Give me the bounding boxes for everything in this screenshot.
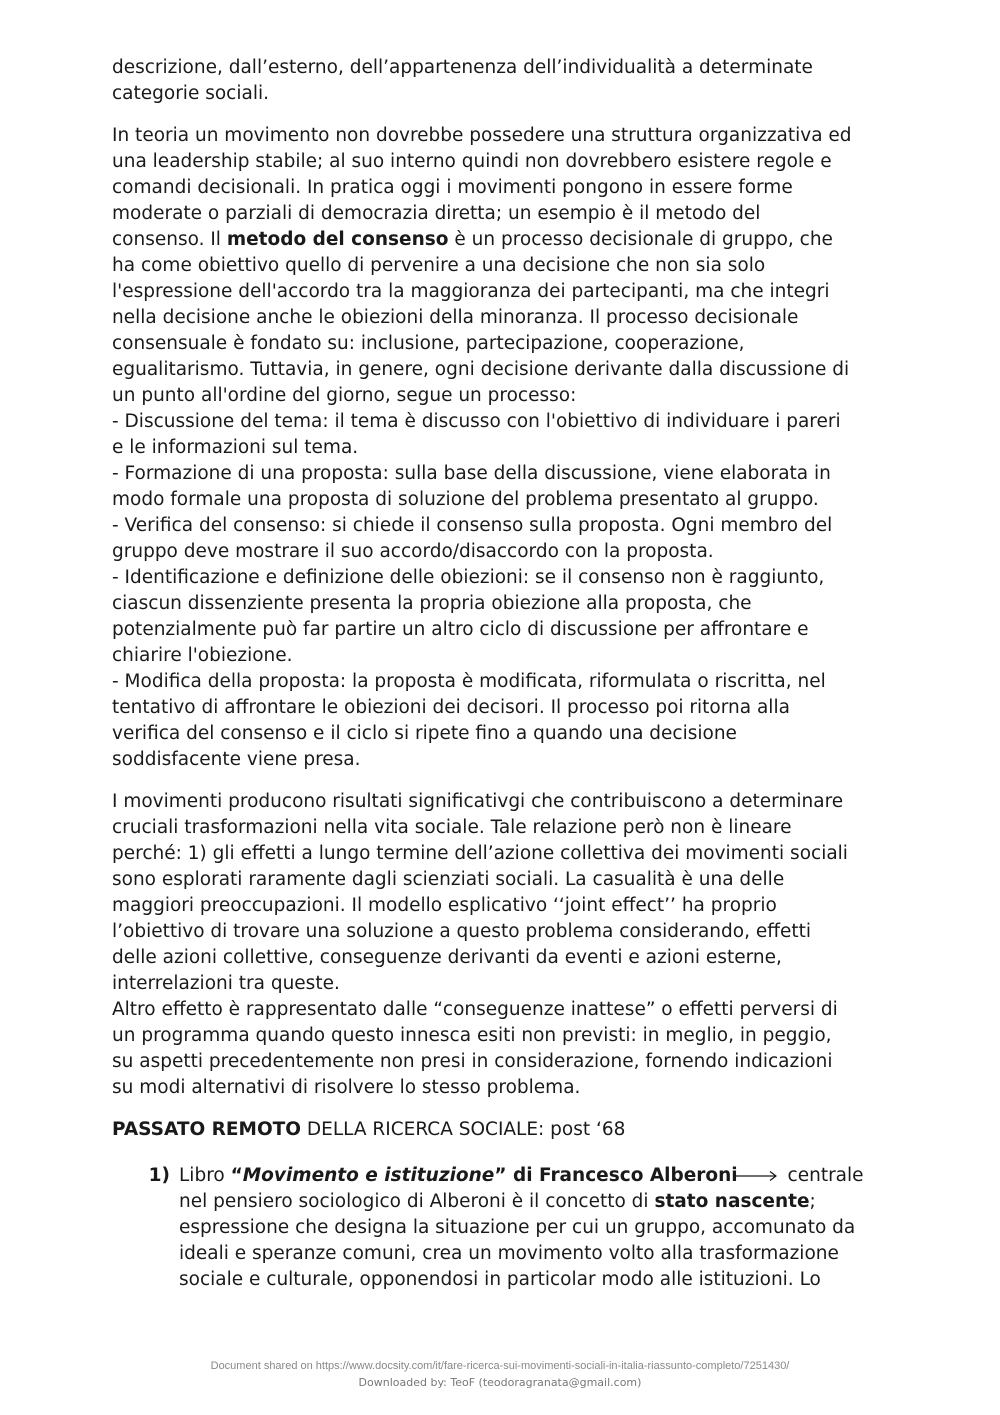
- book-author: ” di Francesco Alberoni: [494, 1165, 738, 1186]
- text-line: [112, 227, 890, 253]
- text-line: modo formale una proposta di soluzione del problema presentato al gruppo.: [112, 489, 819, 510]
- text-line: una leadership stabile; al suo interno quindi non dovrebbero esistere regole e: [112, 151, 832, 172]
- bold-term: stato nascente: [654, 1191, 810, 1212]
- book-title-quote: “: [230, 1165, 243, 1186]
- text-line: cruciali trasformazioni nella vita sociale. Tale relazione però non è lineare: [112, 817, 792, 838]
- paragraph-movement-effects: [112, 789, 890, 1101]
- text-line: su aspetti precedentemente non presi in considerazione, fornendo indicazioni: [112, 1051, 833, 1072]
- text-line: l’obiettivo di trovare una soluzione a questo problema considerando, effetti: [112, 921, 812, 942]
- text-line: su modi alternativi di risolvere lo stesso problema.: [112, 1077, 581, 1098]
- text-line: l'espressione dell'accordo tra la maggioranza dei partecipanti, ma che integri: [112, 281, 830, 302]
- text-line: espressione che designa la situazione per cui un gruppo, accomunato da: [179, 1217, 856, 1238]
- text-line: egualitarismo. Tuttavia, in genere, ogni decisione derivante dalla discussione di: [112, 359, 850, 380]
- list-item: [112, 1163, 890, 1293]
- text-line: delle azioni collettive, conseguenze derivanti da eventi e azioni esterne,: [112, 947, 782, 968]
- book-title: Movimento e istituzione: [242, 1165, 495, 1186]
- text-line: ciascun dissenziente presenta la propria obiezione alla proposta, che: [112, 593, 752, 614]
- text-run: nel pensiero sociologico di Alberoni è il concetto di: [179, 1191, 655, 1212]
- text-line: Altro effetto è rappresentato dalle “conseguenze inattese” o effetti perversi di: [112, 999, 838, 1020]
- text-line: ha come obiettivo quello di pervenire a una decisione che non sia solo: [112, 255, 766, 276]
- text-line: - Identificazione e definizione delle obiezioni: se il consenso non è raggiunto,: [112, 567, 825, 588]
- footer-downloaded-by: Downloaded by: TeoF (teodoragranata@gmail.com): [358, 1376, 642, 1389]
- text-line: perché: 1) gli effetti a lungo termine dell’azione collettiva dei movimenti sociali: [112, 843, 848, 864]
- text-line: - Discussione del tema: il tema è discusso con l'obiettivo di individuare i pareri: [112, 411, 841, 432]
- bold-term: metodo del consenso: [226, 229, 449, 250]
- text-line: categorie sociali.: [112, 83, 269, 104]
- text-line: maggiori preoccupazioni. Il modello esplicativo ‘‘joint effect’’ ha proprio: [112, 895, 777, 916]
- text-line: [179, 1163, 890, 1189]
- text-line: moderate o parziali di democrazia diretta; un esempio è il metodo del: [112, 203, 761, 224]
- text-line: tentativo di affrontare le obiezioni dei decisori. Il processo poi ritorna alla: [112, 697, 790, 718]
- arrow-right-icon: [736, 1170, 780, 1182]
- text-run: consenso. Il: [112, 229, 227, 250]
- list-number: 1): [148, 1165, 170, 1186]
- paragraph-consensus-method: [112, 123, 890, 773]
- text-line: potenzialmente può far partire un altro ciclo di discussione per affrontare e: [112, 619, 809, 640]
- text-run: centrale: [781, 1165, 864, 1186]
- text-line: ideali e speranze comuni, crea un movimento volto alla trasformazione: [179, 1243, 839, 1264]
- text-line: - Verifica del consenso: si chiede il consenso sulla proposta. Ogni membro del: [112, 515, 833, 536]
- text-line: chiarire l'obiezione.: [112, 645, 293, 666]
- text-line: descrizione, dall’esterno, dell’appartenenza dell’individualità a determinate: [112, 57, 813, 78]
- text-line: nella decisione anche le obiezioni della minoranza. Il processo decisionale: [112, 307, 799, 328]
- text-run: è un processo decisionale di gruppo, che: [448, 229, 833, 250]
- text-run: Libro: [179, 1165, 231, 1186]
- text-line: soddisfacente viene presa.: [112, 749, 361, 770]
- text-line: - Modifica della proposta: la proposta è modificata, riformulata o riscritta, nel: [112, 671, 826, 692]
- numbered-list: [112, 1163, 890, 1293]
- section-heading-bold: PASSATO REMOTO: [112, 1119, 302, 1140]
- text-line: I movimenti producono risultati significativgi che contribuiscono a determinare: [112, 791, 844, 812]
- document-page: [112, 55, 890, 1293]
- text-line: sono esplorati raramente dagli scienziati sociali. La casualità è una delle: [112, 869, 785, 890]
- text-line: - Formazione di una proposta: sulla base della discussione, viene elaborata in: [112, 463, 831, 484]
- footer-shared-link[interactable]: Document shared on https://www.docsity.com/it/fare-ricerca-sui-movimenti-sociali-in-italia-riassunto-completo/7251430/: [210, 1360, 790, 1372]
- text-line: [179, 1189, 890, 1215]
- section-heading: [112, 1117, 890, 1143]
- text-line: In teoria un movimento non dovrebbe possedere una struttura organizzativa ed: [112, 125, 852, 146]
- text-run: ;: [809, 1191, 816, 1212]
- section-heading-rest: DELLA RICERCA SOCIALE: post ‘68: [301, 1119, 626, 1140]
- text-line: verifica del consenso e il ciclo si ripete fino a quando una decisione: [112, 723, 737, 744]
- text-line: comandi decisionali. In pratica oggi i movimenti pongono in essere forme: [112, 177, 793, 198]
- text-line: un programma quando questo innesca esiti non previsti: in meglio, in peggio,: [112, 1025, 832, 1046]
- text-line: un punto all'ordine del giorno, segue un processo:: [112, 385, 577, 406]
- text-line: e le informazioni sul tema.: [112, 437, 359, 458]
- list-item-body: [170, 1163, 890, 1293]
- text-line: gruppo deve mostrare il suo accordo/disaccordo con la proposta.: [112, 541, 714, 562]
- text-line: consensuale è fondato su: inclusione, partecipazione, cooperazione,: [112, 333, 745, 354]
- text-line: sociale e culturale, opponendosi in particolar modo alle istituzioni. Lo: [179, 1269, 821, 1290]
- paragraph-intro: [112, 55, 890, 107]
- text-line: interrelazioni tra queste.: [112, 973, 340, 994]
